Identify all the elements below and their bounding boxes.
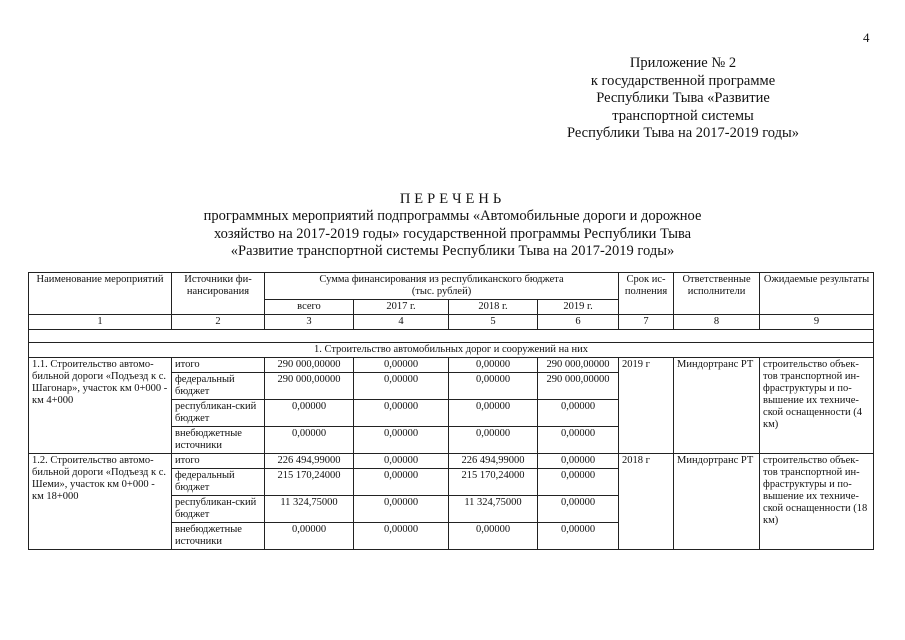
title-heading: ПЕРЕЧЕНЬ: [399, 191, 506, 207]
amount-2017: 0,00000: [354, 523, 449, 550]
amount-2019: 290 000,00000: [538, 358, 619, 373]
column-number: 6: [538, 315, 619, 330]
amount-2017: 0,00000: [354, 454, 449, 469]
amount-2018: 226 494,99000: [449, 454, 538, 469]
amount-total: 11 324,75000: [265, 496, 354, 523]
expected-results: строительство объек-тов транспортной ин-фраструктуры и по-вышение их техниче-ской оснащенности (4 км): [760, 358, 874, 454]
funding-source: федеральный бюджет: [172, 373, 265, 400]
column-number: 8: [674, 315, 760, 330]
amount-2019: 0,00000: [538, 400, 619, 427]
header-sources: Источники фи-нансирования: [172, 273, 265, 315]
header-results: Ожидаемые результаты: [760, 273, 874, 315]
header-2018: 2018 г.: [449, 300, 538, 315]
appendix-line: транспортной системы: [612, 107, 754, 124]
header-name: Наименование мероприятий: [29, 273, 172, 315]
title-line: программных мероприятий подпрограммы «Автомобильные дороги и дорожное: [203, 208, 702, 224]
funding-source: федеральный бюджет: [172, 469, 265, 496]
appendix-line: Республики Тыва «Развитие: [596, 90, 770, 106]
measure-name: 1.2. Строительство автомо-бильной дороги «Подъезд к с. Шеми», участок км 0+000 - км 18+000: [29, 454, 172, 550]
amount-2018: 0,00000: [449, 523, 538, 550]
amount-total: 290 000,00000: [265, 373, 354, 400]
deadline: 2018 г: [619, 454, 674, 550]
amount-2017: 0,00000: [354, 373, 449, 400]
amount-2019: 290 000,00000: [538, 373, 619, 400]
amount-2017: 0,00000: [354, 469, 449, 496]
funding-source: итого: [172, 454, 265, 469]
header-deadline: Срок ис-полнения: [619, 273, 674, 315]
funding-source: внебюджетные источники: [172, 427, 265, 454]
amount-2019: 0,00000: [538, 496, 619, 523]
amount-2017: 0,00000: [354, 400, 449, 427]
title-line: хозяйство на 2017-2019 годы» государственной программы Республики Тыва: [213, 225, 692, 242]
appendix-line: Приложение № 2: [629, 55, 737, 71]
measures-table: [28, 272, 874, 550]
section-row: [29, 343, 874, 358]
header-sum-unit: (тыс. рублей): [411, 286, 472, 297]
amount-2019: 0,00000: [538, 523, 619, 550]
column-number: 9: [760, 315, 874, 330]
amount-2019: 0,00000: [538, 469, 619, 496]
page-number: 4: [863, 30, 870, 45]
header-total: всего: [265, 300, 354, 315]
amount-total: 0,00000: [265, 523, 354, 550]
table-row: [29, 358, 874, 373]
amount-total: 0,00000: [265, 427, 354, 454]
amount-2019: 0,00000: [538, 427, 619, 454]
document-title: [0, 190, 905, 261]
amount-total: 290 000,00000: [265, 358, 354, 373]
header-sum: [265, 273, 619, 300]
amount-total: 215 170,24000: [265, 469, 354, 496]
funding-source: итого: [172, 358, 265, 373]
column-number: 5: [449, 315, 538, 330]
table-row: [29, 454, 874, 469]
header-2019: 2019 г.: [538, 300, 619, 315]
amount-2018: 0,00000: [449, 373, 538, 400]
funding-source: внебюджетные источники: [172, 523, 265, 550]
amount-2018: 0,00000: [449, 427, 538, 454]
amount-2018: 0,00000: [449, 358, 538, 373]
column-number: 1: [29, 315, 172, 330]
amount-2017: 0,00000: [354, 427, 449, 454]
title-line: «Развитие транспортной системы Республики Тыва на 2017-2019 годы»: [230, 243, 675, 259]
responsible: Миндортранс РТ: [674, 358, 760, 454]
column-number: 2: [172, 315, 265, 330]
expected-results: строительство объек-тов транспортной ин-фраструктуры и по-вышение их техниче-ской оснащенности (18 км): [760, 454, 874, 550]
funding-source: республикан-ский бюджет: [172, 496, 265, 523]
header-sum-title: Сумма финансирования из республиканского бюджета: [319, 274, 564, 285]
amount-2018: 0,00000: [449, 400, 538, 427]
header-2017: 2017 г.: [354, 300, 449, 315]
amount-2019: 0,00000: [538, 454, 619, 469]
amount-total: 226 494,99000: [265, 454, 354, 469]
appendix-line: Республики Тыва на 2017-2019 годы»: [566, 125, 800, 141]
header-responsible: Ответственные исполнители: [674, 273, 760, 315]
deadline: 2019 г: [619, 358, 674, 454]
measure-name: 1.1. Строительство автомо-бильной дороги «Подъезд к с. Шагонар», участок км 0+000 - км 4+000: [29, 358, 172, 454]
responsible: Миндортранс РТ: [674, 454, 760, 550]
amount-2017: 0,00000: [354, 358, 449, 373]
appendix-line: к государственной программе: [590, 72, 776, 89]
amount-total: 0,00000: [265, 400, 354, 427]
column-number: 3: [265, 315, 354, 330]
amount-2018: 215 170,24000: [449, 469, 538, 496]
funding-source: республикан-ский бюджет: [172, 400, 265, 427]
amount-2017: 0,00000: [354, 496, 449, 523]
section-title: 1. Строительство автомобильных дорог и сооружений на них: [29, 343, 874, 358]
column-number: 4: [354, 315, 449, 330]
spacer-row: [29, 330, 874, 343]
amount-2018: 11 324,75000: [449, 496, 538, 523]
column-number-row: [29, 315, 874, 330]
appendix-block: [503, 55, 863, 143]
column-number: 7: [619, 315, 674, 330]
